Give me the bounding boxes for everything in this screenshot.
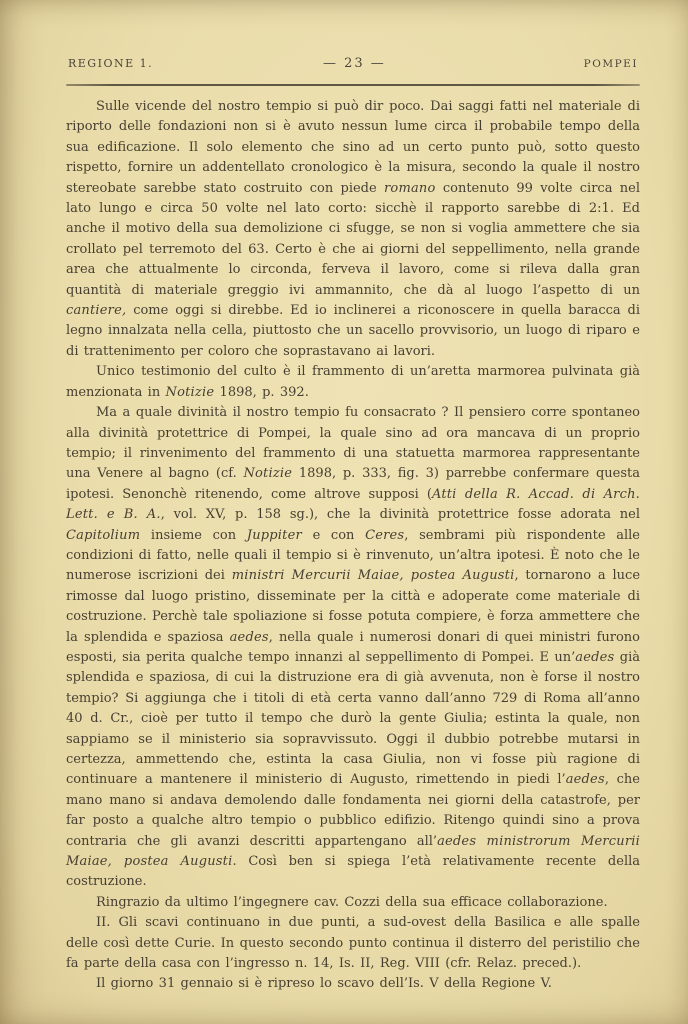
italic-segment: aedes [575,649,615,665]
text-segment: Unico testimonio del culto è il frammento di un’aretta marmorea pulvinata già menzionata in [66,364,640,400]
page-number: — 23 — [322,56,386,71]
italic-segment: aedes [565,772,605,788]
italic-segment: Notizie [165,384,215,400]
text-segment: Il giorno 31 gennaio si è ripreso lo scavo dell’Is. V della Regione V. [96,976,552,992]
header-region-label: REGIONE 1. [68,57,154,70]
text-segment: come oggi si direbbe. Ed io inclinerei a riconoscere in quella baracca di legno innalzata nella cella, piuttosto che un sacello provvisorio, un luogo di riparo e di trattenimento per coloro che soprastavano ai lavori. [66,303,640,359]
paragraph [66,362,640,403]
paragraph [66,913,640,974]
paragraph [66,97,640,362]
italic-segment: Notizie [243,466,293,482]
text-segment: , tornarono a luce rimosse dal luogo pristino, disseminate per la città e adoperate come materiale di costruzione. Perchè tale spoliazione si fosse potuta compiere, è forza ammettere che la splendida e spaziosa [66,568,641,645]
text-segment: insieme con [140,527,247,543]
text-segment: Ma a quale divinità il nostro tempio fu consacrato ? Il pensiero corre spontaneo alla divinità protettrice di Pompei, la quale sino ad ora mancava di un proprio tempio; il rinvenimento del frammento di una statuetta marmorea rappresentante una Venere al bagno (cf. [66,405,640,482]
text-segment: , sembrami più rispondente alle condizioni di fatto, nelle quali il tempio si è rinvenuto, un’altra ipotesi. È noto che le numerose iscrizioni dei [66,527,641,584]
header-site-label: POMPEI [583,58,638,70]
text-segment: , vol. XV, p. 158 sg.), che la divinità protettrice fosse adorata nel [160,507,641,523]
text-segment: e con [301,527,366,543]
italic-segment: Atti della R. Accad. di Arch. Lett. e B. A. [66,486,640,523]
italic-segment: Ceres [365,527,405,543]
italic-segment: cantiere, [66,303,127,319]
text-segment: , che mano mano si andava demolendo dalle fondamenta nei giorni della catastrofe, per far posto a qualche altro tempio o pubblico edifizio. Ritengo quindi sino a prova contraria che gli avanzi descritti appartengano all’ [66,772,640,849]
paragraph [66,893,640,913]
header-rule [66,84,640,86]
text-segment: , nella quale i numerosi donari di quei ministri furono esposti, sia perita qualche tempo innanzi al seppellimento di Pompei. E un’ [66,629,640,665]
running-header [66,56,640,71]
italic-segment: ministri Mercurii Maiae, postea Augusti [231,568,515,584]
italic-segment: aedes [229,629,269,645]
italic-segment: Capitolium [66,527,141,543]
text-segment: Ringrazio da ultimo l’ingegnere cav. Cozzi della sua efficace collaborazione. [96,894,608,910]
text-body [66,97,640,995]
text-segment: II. Gli scavi continuano in due punti, a sud-ovest della Basilica e alle spalle delle così dette Curie. In questo secondo punto continua il disterro del peristilio che fa parte della casa con l’ingresso n. 14, Is. II, Reg. VIII (cfr. Relaz. preced.). [66,915,640,972]
text-segment: 1898, p. 392. [214,384,309,400]
text-segment: contenuto 99 volte circa nel lato lungo e circa 50 volte nel lato corto: sicchè il rapporto sarebbe di 2:1. Ed anche il motivo della sua demolizione ci sfugge, se non si voglia ammettere che sia crollato pel terremoto del 63. Certo è che ai giorni del seppellimento, nella grande area che attualmente lo circonda, ferveva il lavoro, come si rileva dalla gran quantità di materiale greggio ivi ammannito, che dà al luogo l’aspetto di un [66,180,640,298]
italic-segment: Juppiter [246,527,302,543]
paragraph [66,403,640,893]
text-segment: già splendida e spaziosa, di cui la distruzione era di già avvenuta, non è forse il nostro tempio? Si aggiunga che i titoli di età certa vanno dall’anno 729 di Roma all’anno 40 d. Cr., cioè per tutto il tempo che durò la gente Giulia; estinta la quale, non sappiamo se il ministerio sia sopravvissuto. Oggi il dubbio potrebbe mutarsi in certezza, ammettendo che, estinta la casa Giulia, non vi fosse più ragione di continuare a mantenere il ministerio di Augusto, rimettendo in piedi l’ [66,649,640,788]
italic-segment: aedes ministrorum Mercurii Maiae, postea Augusti [66,833,640,870]
paragraph [66,974,640,994]
text-segment: . Così ben si spiega l’età relativamente recente della costruzione. [66,854,641,890]
text-segment: 1898, p. 333, fig. 3) parrebbe confermare questa ipotesi. Senonchè ritenendo, come altrove supposi ( [66,466,640,502]
text-segment: Sulle vicende del nostro tempio si può dir poco. Dai saggi fatti nel materiale di riporto delle fondazioni non si è avuto nessun lume circa il probabile tempo della sua edificazione. Il solo elemento che sino ad un certo punto può, sotto questo rispetto, fornire un addentellato cronologico è la misura, secondo la quale il nostro stereobate sarebbe stato costruito con piede [66,99,640,196]
italic-segment: romano [384,180,436,196]
